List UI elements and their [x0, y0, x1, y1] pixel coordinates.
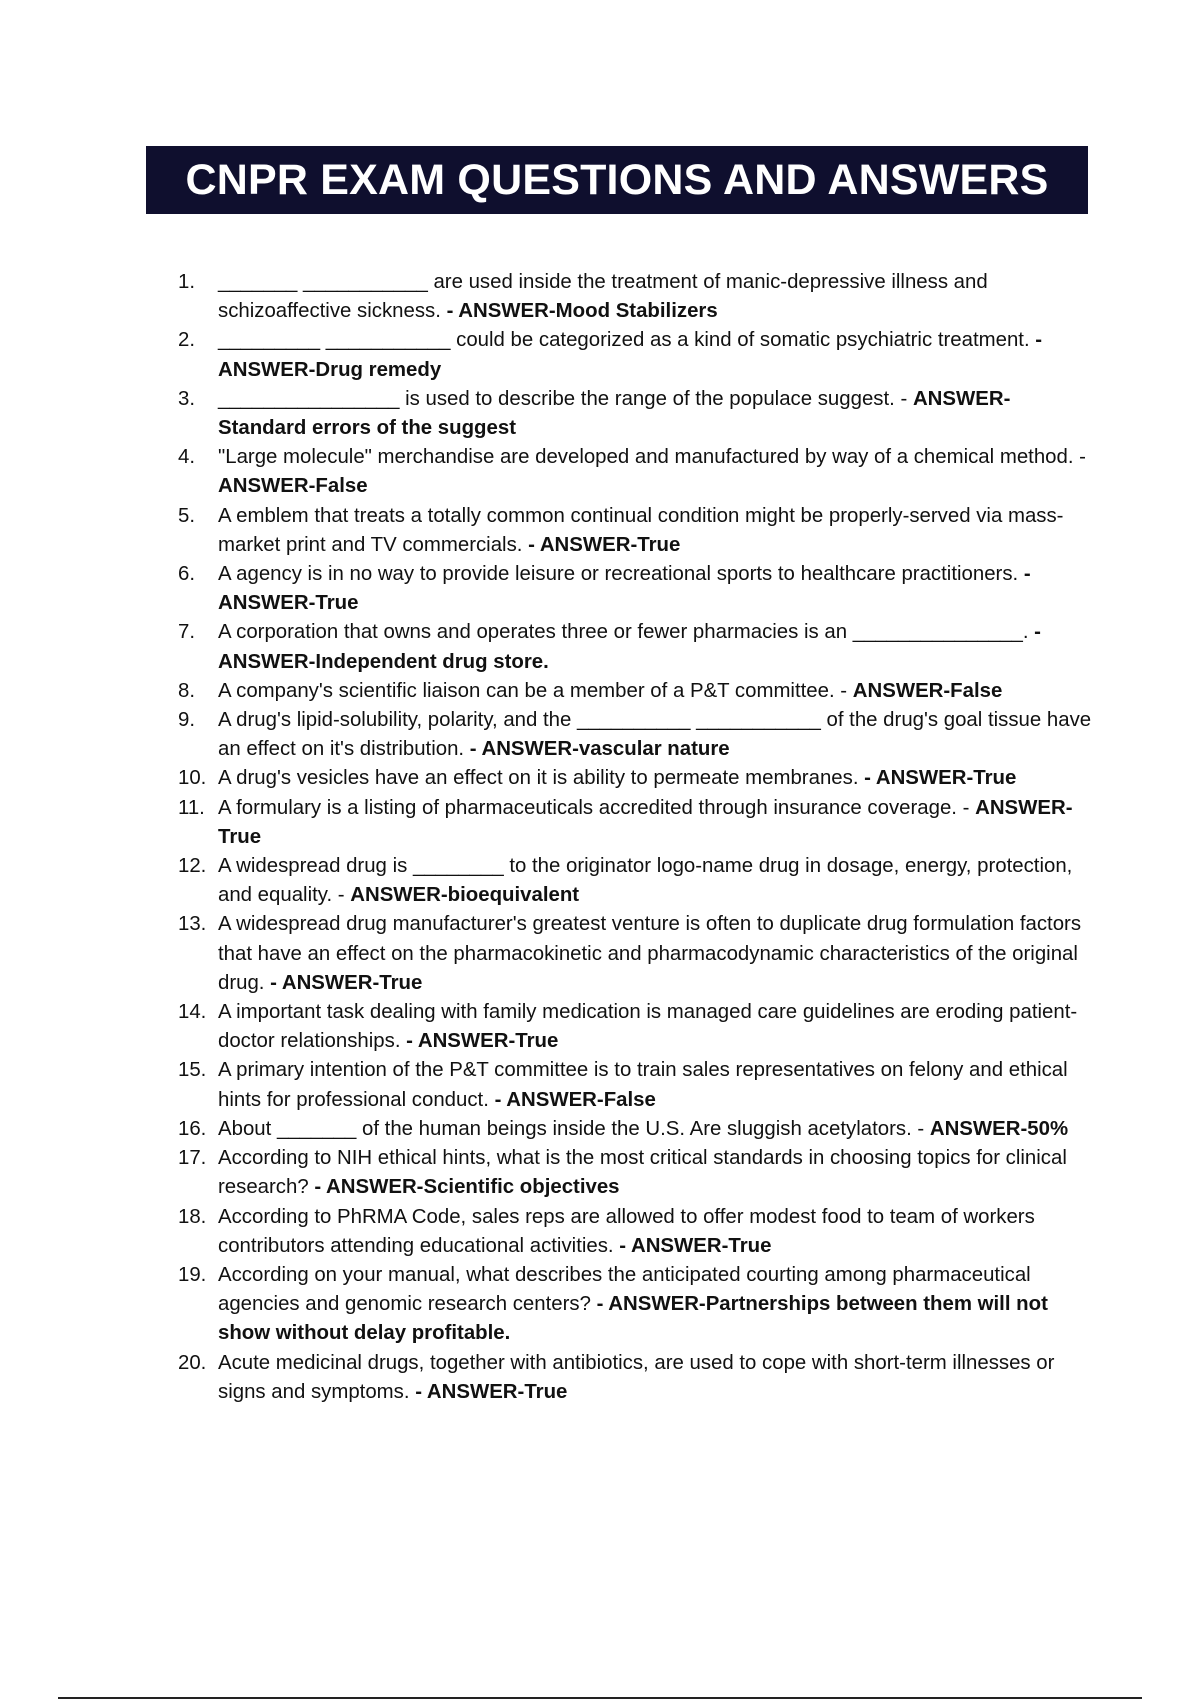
question-item [178, 794, 1098, 852]
question-number: 10. [178, 767, 207, 790]
question-number: 12. [178, 855, 207, 878]
question-number: 3. [178, 387, 196, 410]
question-item [178, 560, 1098, 618]
answer-text: ANSWER-True [218, 796, 1073, 848]
answer-text: ANSWER-Standard errors of the suggest [218, 387, 1011, 440]
question-body [218, 560, 1098, 618]
question-body [218, 764, 1098, 793]
question-text: A primary intention of the P&T committee is to train sales representatives on felony and ethical hints for professional conduct. [218, 1059, 1068, 1111]
answer-text: ANSWER-False [218, 475, 368, 498]
question-body [218, 1261, 1098, 1349]
question-text: A formulary is a listing of pharmaceuticals accredited through insurance coverage. - [218, 796, 970, 819]
question-number: 15. [178, 1059, 207, 1082]
question-number: 5. [178, 504, 196, 527]
question-body [218, 1115, 1098, 1144]
question-body [218, 706, 1098, 764]
question-text: According to NIH ethical hints, what is the most critical standards in choosing topics for clinical research? [218, 1147, 1067, 1199]
question-item [178, 1115, 1098, 1144]
question-body [218, 502, 1098, 560]
question-item [178, 1261, 1098, 1349]
question-number: 1. [178, 271, 196, 293]
question-item [178, 1349, 1098, 1407]
question-text: A emblem that treats a totally common continual condition might be properly-served via mass-market print and TV commercials. [218, 504, 1064, 556]
question-text: According on your manual, what describes the anticipated courting among pharmaceutical agencies and genomic research centers? [218, 1263, 1031, 1316]
question-item [178, 706, 1098, 764]
question-item [178, 910, 1098, 998]
question-body [218, 852, 1098, 910]
question-item [178, 502, 1098, 560]
answer-text: - ANSWER-Scientific objectives [314, 1176, 620, 1199]
question-item [178, 764, 1098, 793]
question-item [178, 677, 1098, 706]
question-body [218, 677, 1098, 706]
question-number: 6. [178, 563, 196, 586]
question-item [178, 443, 1098, 501]
question-item [178, 268, 1098, 326]
question-text: ________________ is used to describe the range of the populace suggest. - [218, 387, 908, 410]
answer-text: - ANSWER-True [415, 1380, 568, 1403]
question-text: About _______ of the human beings inside the U.S. Are sluggish acetylators. - [218, 1117, 925, 1140]
question-body [218, 1056, 1098, 1114]
question-list [178, 268, 1098, 1407]
question-text: A corporation that owns and operates three or fewer pharmacies is an _______________. [218, 621, 1029, 644]
answer-text: - ANSWER-True [218, 563, 1031, 615]
answer-text: - ANSWER-True [864, 767, 1017, 790]
question-item [178, 385, 1098, 443]
question-item [178, 1056, 1098, 1114]
question-number: 8. [178, 679, 196, 702]
question-text: "Large molecule" merchandise are developed and manufactured by way of a chemical method. - [218, 446, 1086, 469]
question-body [218, 1144, 1098, 1202]
question-text: A company's scientific liaison can be a member of a P&T committee. - [218, 679, 848, 702]
answer-text: ANSWER-bioequivalent [350, 884, 580, 907]
answer-text: - ANSWER-True [270, 971, 423, 994]
question-item [178, 1144, 1098, 1202]
question-number: 14. [178, 1001, 207, 1024]
answer-text: - ANSWER-Partnerships between them will not show without delay profitable. [218, 1293, 1048, 1345]
question-body [218, 268, 1098, 326]
question-body [218, 998, 1098, 1056]
question-number: 11. [178, 796, 205, 819]
question-number: 19. [178, 1263, 207, 1286]
question-number: 13. [178, 913, 207, 936]
question-text: A widespread drug manufacturer's greatest venture is often to duplicate drug formulation factors that have an effect on the pharmacokinetic and pharmacodynamic characteristics of the original drug. [218, 913, 1082, 994]
question-text: A drug's lipid-solubility, polarity, and the __________ ___________ of the drug's goal tissue have an effect on it's distribution. [218, 709, 1092, 761]
question-number: 9. [178, 709, 196, 732]
question-item [178, 326, 1098, 384]
answer-text: ANSWER-50% [929, 1117, 1069, 1140]
question-text: _________ ___________ could be categorized as a kind of somatic psychiatric treatment. [218, 329, 1030, 352]
question-number: 17. [178, 1147, 207, 1170]
question-item [178, 852, 1098, 910]
answer-text: - ANSWER-True [406, 1030, 559, 1053]
question-text: According to PhRMA Code, sales reps are allowed to offer modest food to team of workers contributors attending educational activities. [218, 1205, 1035, 1257]
answer-text: ANSWER-False [852, 679, 1003, 702]
answer-text: - ANSWER-True [619, 1234, 772, 1257]
question-number: 2. [178, 329, 196, 352]
question-body [218, 910, 1098, 998]
question-body [218, 326, 1098, 384]
question-text: A agency is in no way to provide leisure or recreational sports to healthcare practitioners. [218, 563, 1019, 586]
answer-text: - ANSWER-Independent drug store. [218, 621, 1041, 673]
answer-text: - ANSWER-True [528, 533, 681, 556]
question-number: 4. [178, 446, 196, 469]
question-body [218, 794, 1098, 852]
question-number: 18. [178, 1205, 207, 1228]
question-number: 20. [178, 1351, 207, 1374]
question-text: Acute medicinal drugs, together with antibiotics, are used to cope with short-term illnesses or signs and symptoms. [218, 1351, 1055, 1403]
question-item [178, 1203, 1098, 1261]
page-title: CNPR EXAM QUESTIONS AND ANSWERS [185, 155, 1049, 204]
question-item [178, 998, 1098, 1056]
question-text: A widespread drug is ________ to the originator logo-name drug in dosage, energy, protection, and equality. - [218, 855, 1073, 907]
question-body [218, 385, 1098, 443]
footer-divider [58, 1697, 1142, 1699]
question-text: _______ ___________ are used inside the treatment of manic-depressive illness and schizoaffective sickness. [218, 271, 988, 323]
question-body [218, 443, 1098, 501]
question-body [218, 1349, 1098, 1407]
question-body [218, 1203, 1098, 1261]
answer-text: - ANSWER-False [494, 1088, 656, 1111]
question-item [178, 618, 1098, 676]
answer-text: - ANSWER-vascular nature [469, 738, 730, 761]
question-number: 7. [178, 621, 196, 644]
question-text: A drug's vesicles have an effect on it is ability to permeate membranes. [218, 767, 859, 790]
title-banner [146, 146, 1088, 214]
question-body [218, 618, 1098, 676]
question-number: 16. [178, 1117, 207, 1140]
question-text: A important task dealing with family medication is managed care guidelines are eroding patient-doctor relationships. [218, 1001, 1078, 1053]
answer-text: - ANSWER-Drug remedy [218, 329, 1043, 381]
answer-text: - ANSWER-Mood Stabilizers [446, 300, 718, 323]
